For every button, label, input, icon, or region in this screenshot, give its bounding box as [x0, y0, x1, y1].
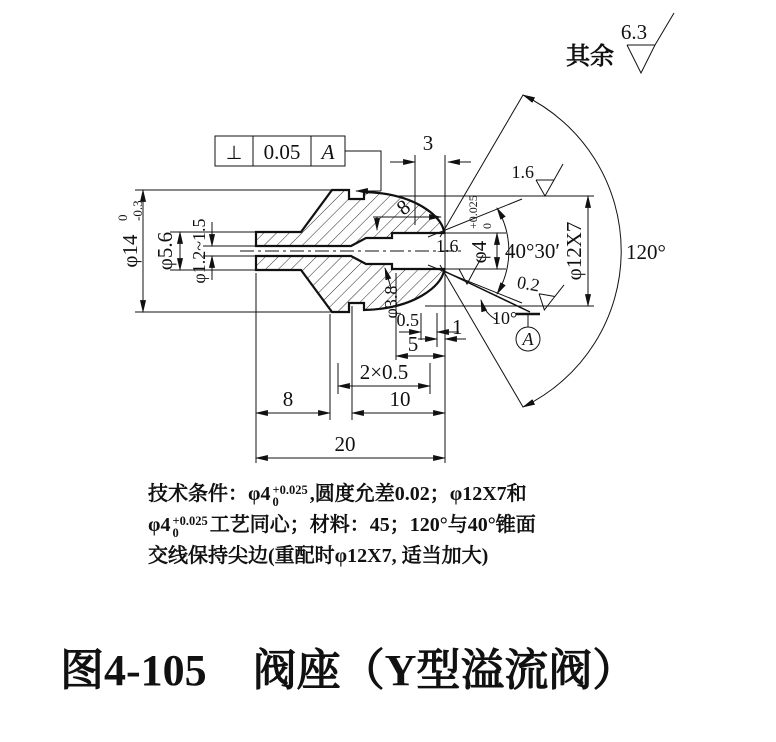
angle-40-30-label: 40°30′	[505, 239, 560, 263]
roughness-6-3-value: 6.3	[620, 20, 648, 44]
len0-5-label: 0.5	[396, 310, 419, 330]
figure-number: 图4-105	[60, 646, 207, 695]
figure-title: 阀座（Y型溢流阀）	[252, 646, 637, 695]
roughness-1-6-top-value: 1.6	[511, 162, 534, 182]
len20-label: 20	[334, 432, 356, 456]
dia14-label: φ14	[118, 234, 142, 268]
tolerance-datum-ref: A	[321, 140, 335, 164]
roughness-1-6-bore-value: 1.6	[436, 236, 459, 256]
perpendicularity-frame	[215, 136, 381, 191]
dia4-label: φ4	[467, 240, 491, 264]
dim-8	[256, 273, 330, 463]
tech-line-3: 交线保持尖边(重配时φ12X7, 适当加大)	[148, 545, 489, 567]
dim-1	[418, 315, 466, 339]
dia12x7-label: φ12X7	[562, 221, 586, 281]
len3-label: 3	[422, 131, 434, 155]
qiyu-label: 其余	[566, 44, 614, 70]
section-lower-half	[256, 256, 444, 312]
roughness-1-6-top	[512, 162, 564, 196]
len8-label: 8	[282, 387, 294, 411]
chamfer-label: 2×0.5	[359, 360, 409, 384]
dia5-6-label: φ5.6	[153, 231, 177, 271]
valve-seat-section	[240, 190, 465, 312]
angle-120-label: 120°	[626, 240, 666, 264]
dia4-lower-tol: 0	[480, 223, 494, 229]
roughness-0-2-value: 0.2	[515, 271, 542, 296]
tech-line-1: 技术条件：φ4 +0.025 0 ,圆度允差0.02；φ12X7和	[148, 483, 527, 509]
tolerance-value: 0.05	[263, 140, 301, 164]
angle-10-label: 10°	[492, 308, 518, 328]
figure-caption	[60, 634, 760, 698]
datum-a-label: A	[522, 329, 534, 349]
tech-line-2: φ4 +0.025 0 工艺同心；材料：45；120°与40°锥面	[148, 514, 536, 540]
dia3-8-label: φ3.8	[381, 285, 401, 319]
dia14-lower-tol: -0.3	[130, 200, 145, 221]
perpendicularity-icon: ⊥	[225, 142, 243, 164]
len1-label: 1	[452, 315, 463, 339]
dim-0-5	[397, 310, 460, 347]
len5-label: 5	[407, 332, 419, 356]
len8-nose-label: 8	[391, 194, 415, 220]
technical-conditions	[148, 479, 584, 572]
dim-dia4	[444, 195, 506, 269]
section-upper-half	[256, 190, 444, 246]
len10-label: 10	[389, 387, 411, 411]
dim-20	[256, 432, 445, 458]
dia4-upper-tol: +0.025	[466, 195, 480, 229]
dia14-upper-tol: 0	[115, 214, 130, 221]
general-roughness	[566, 13, 674, 73]
dia1-2-1-5-label: φ1.2~1.5	[189, 218, 209, 284]
